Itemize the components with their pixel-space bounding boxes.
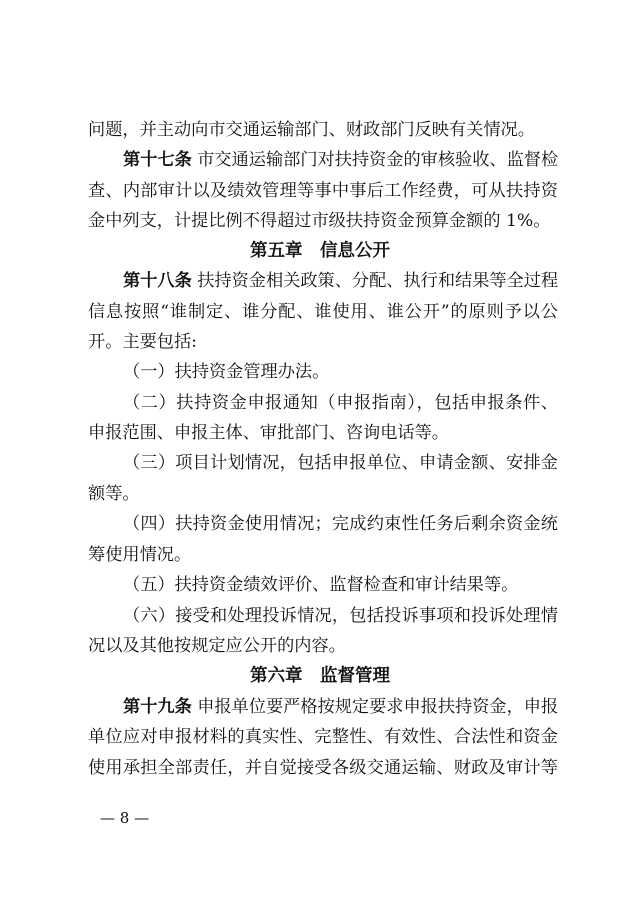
page-number: — 8 —: [100, 809, 150, 827]
body-line: 信息按照“谁制定、谁分配、谁使用、谁公开”的原则予以公: [88, 302, 558, 322]
article-number: 第十九条: [123, 697, 192, 717]
list-item-1: （一）扶持资金管理办法。: [123, 362, 330, 382]
chapter-heading: 第六章 监督管理: [250, 666, 390, 686]
article-number: 第十七条: [123, 150, 192, 170]
body-line: 金中列支，计提比例不得超过市级扶持资金预算金额的 1%。: [88, 211, 551, 231]
list-item-3: （三）项目计划情况，包括申报单位、申请金额、安排金: [123, 453, 558, 473]
body-line: 开。主要包括:: [88, 332, 197, 352]
article-number: 第十八条: [123, 271, 192, 291]
list-item-6: （六）接受和处理投诉情况，包括投诉事项和投诉处理情: [123, 606, 558, 626]
body-line: 问题，并主动向市交通运输部门、财政部门反映有关情况。: [88, 120, 535, 140]
body-line: 申报范围、申报主体、审批部门、咨询电话等。: [88, 423, 449, 443]
body-line: 况以及其他按规定应公开的内容。: [88, 636, 346, 656]
body-line: 额等。: [88, 484, 140, 504]
body-line: 单位应对申报材料的真实性、完整性、有效性、合法性和资金: [88, 727, 558, 747]
body-line: 筹使用情况。: [88, 545, 192, 565]
chapter-heading: 第五章 信息公开: [250, 241, 390, 261]
body-line: 使用承担全部责任，并自觉接受各级交通运输、财政及审计等: [88, 758, 558, 778]
list-item-2: （二）扶持资金申报通知（申报指南），包括申报条件、: [123, 393, 558, 413]
list-item-4: （四）扶持资金使用情况；完成约束性任务后剩余资金统: [123, 514, 558, 534]
article-19-line: 第十九条 申报单位要严格按规定要求申报扶持资金，申报: [123, 697, 559, 717]
body-line: 查、内部审计以及绩效管理等事中事后工作经费，可从扶持资: [88, 181, 558, 201]
article-17-line: 第十七条 市交通运输部门对扶持资金的审核验收、监督检: [123, 150, 559, 170]
list-item-5: （五）扶持资金绩效评价、监督检查和审计结果等。: [123, 575, 519, 595]
article-18-line: 第十八条 扶持资金相关政策、分配、执行和结果等全过程: [123, 271, 559, 291]
